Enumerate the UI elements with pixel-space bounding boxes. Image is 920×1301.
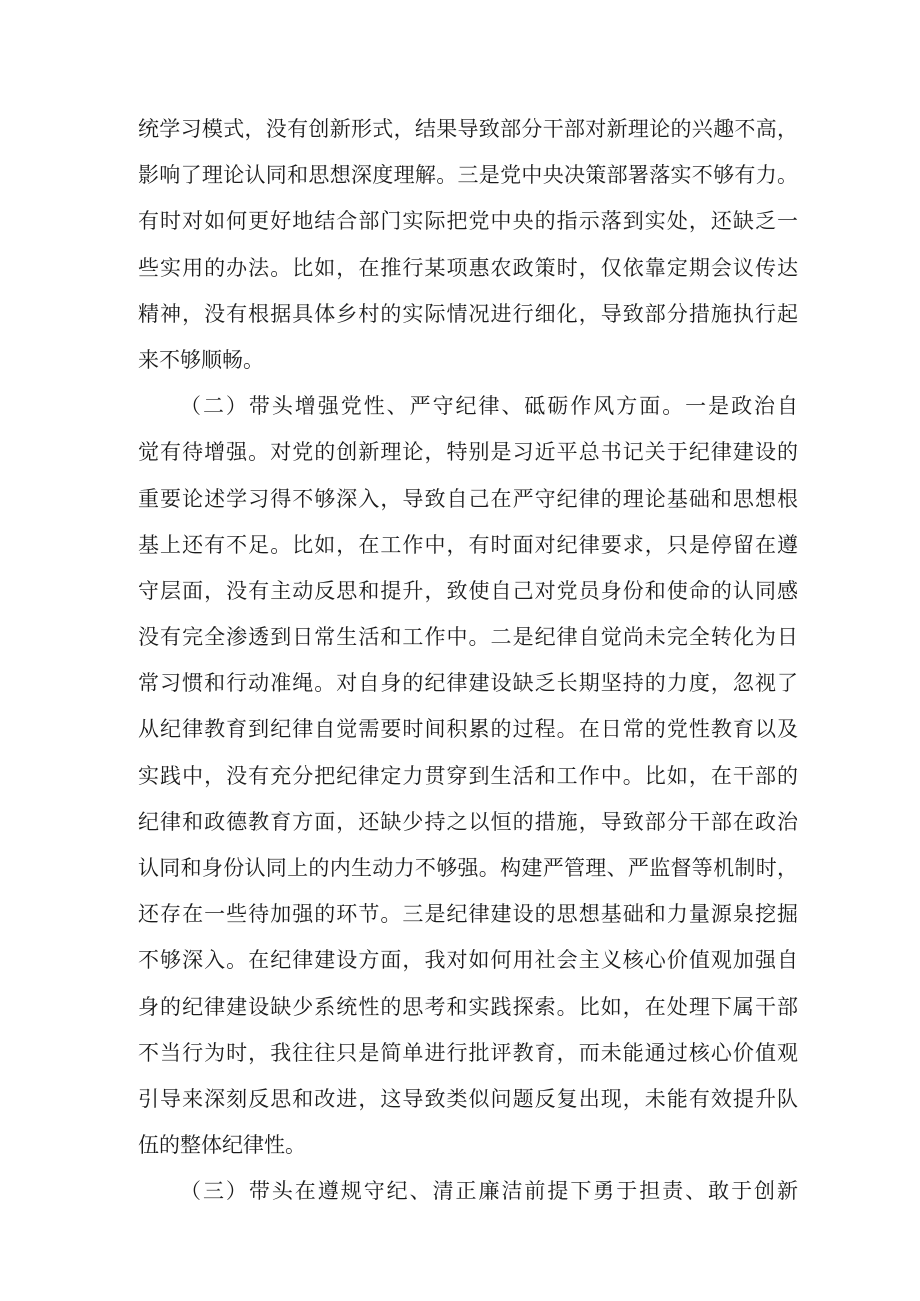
paragraph-1 [138,106,798,383]
text-line: 基上还有不足。比如，在工作中，有时面对纪律要求，只是停留在遵 [138,532,798,557]
text-line: 统学习模式，没有创新形式，结果导致部分干部对新理论的兴趣不高， [138,117,798,141]
text-line: 有时对如何更好地结合部门实际把党中央的指示落到实处，还缺乏一 [138,209,798,234]
text-line: 伍的整体纪律性。 [138,1133,306,1158]
text-line: 不够深入。在纪律建设方面，我对如何用社会主义核心价值观加强自 [138,948,798,973]
text-line: 实践中，没有充分把纪律定力贯穿到生活和工作中。比如，在干部的 [138,763,798,788]
text-line: 从纪律教育到纪律自觉需要时间积累的过程。在日常的党性教育以及 [138,717,798,742]
document-body [138,106,798,1215]
text-line: 影响了理论认同和思想深度理解。三是党中央决策部署落实不够有力。 [138,163,798,188]
text-line: 精神，没有根据具体乡村的实际情况进行细化，导致部分措施执行起 [138,301,798,326]
text-line: 纪律和政德教育方面，还缺少持之以恒的措施，导致部分干部在政治 [138,809,798,834]
section-heading-line: （三）带头在遵规守纪、清正廉洁前提下勇于担责、敢于创新 [180,1179,798,1204]
text-line: 还存在一些待加强的环节。三是纪律建设的思想基础和力量源泉挖掘 [138,902,798,927]
text-line: 身的纪律建设缺少系统性的思考和实践探索。比如，在处理下属干部 [138,994,798,1019]
text-line: 重要论述学习得不够深入，导致自己在严守纪律的理论基础和思想根 [138,486,798,511]
text-line: 守层面，没有主动反思和提升，致使自己对党员身份和使命的认同感 [138,578,798,603]
text-line: 些实用的办法。比如，在推行某项惠农政策时，仅依靠定期会议传达 [138,255,798,280]
paragraph-3 [138,1168,798,1214]
text-line: 常习惯和行动准绳。对自身的纪律建设缺乏长期坚持的力度，忽视了 [138,671,798,696]
text-line: 觉有待增强。对党的创新理论，特别是习近平总书记关于纪律建设的 [138,440,798,465]
text-line: 不当行为时，我往往只是简单进行批评教育，而未能通过核心价值观 [138,1040,798,1065]
section-heading-line: （二）带头增强党性、严守纪律、砥砺作风方面。一是政治自 [180,394,798,419]
text-line: 认同和身份认同上的内生动力不够强。构建严管理、严监督等机制时， [138,856,798,880]
text-line: 引导来深刻反思和改进，这导致类似问题反复出现，未能有效提升队 [138,1086,798,1111]
paragraph-2 [138,383,798,1168]
text-line: 来不够顺畅。 [138,347,264,372]
text-line: 没有完全渗透到日常生活和工作中。二是纪律自觉尚未完全转化为日 [138,625,798,650]
